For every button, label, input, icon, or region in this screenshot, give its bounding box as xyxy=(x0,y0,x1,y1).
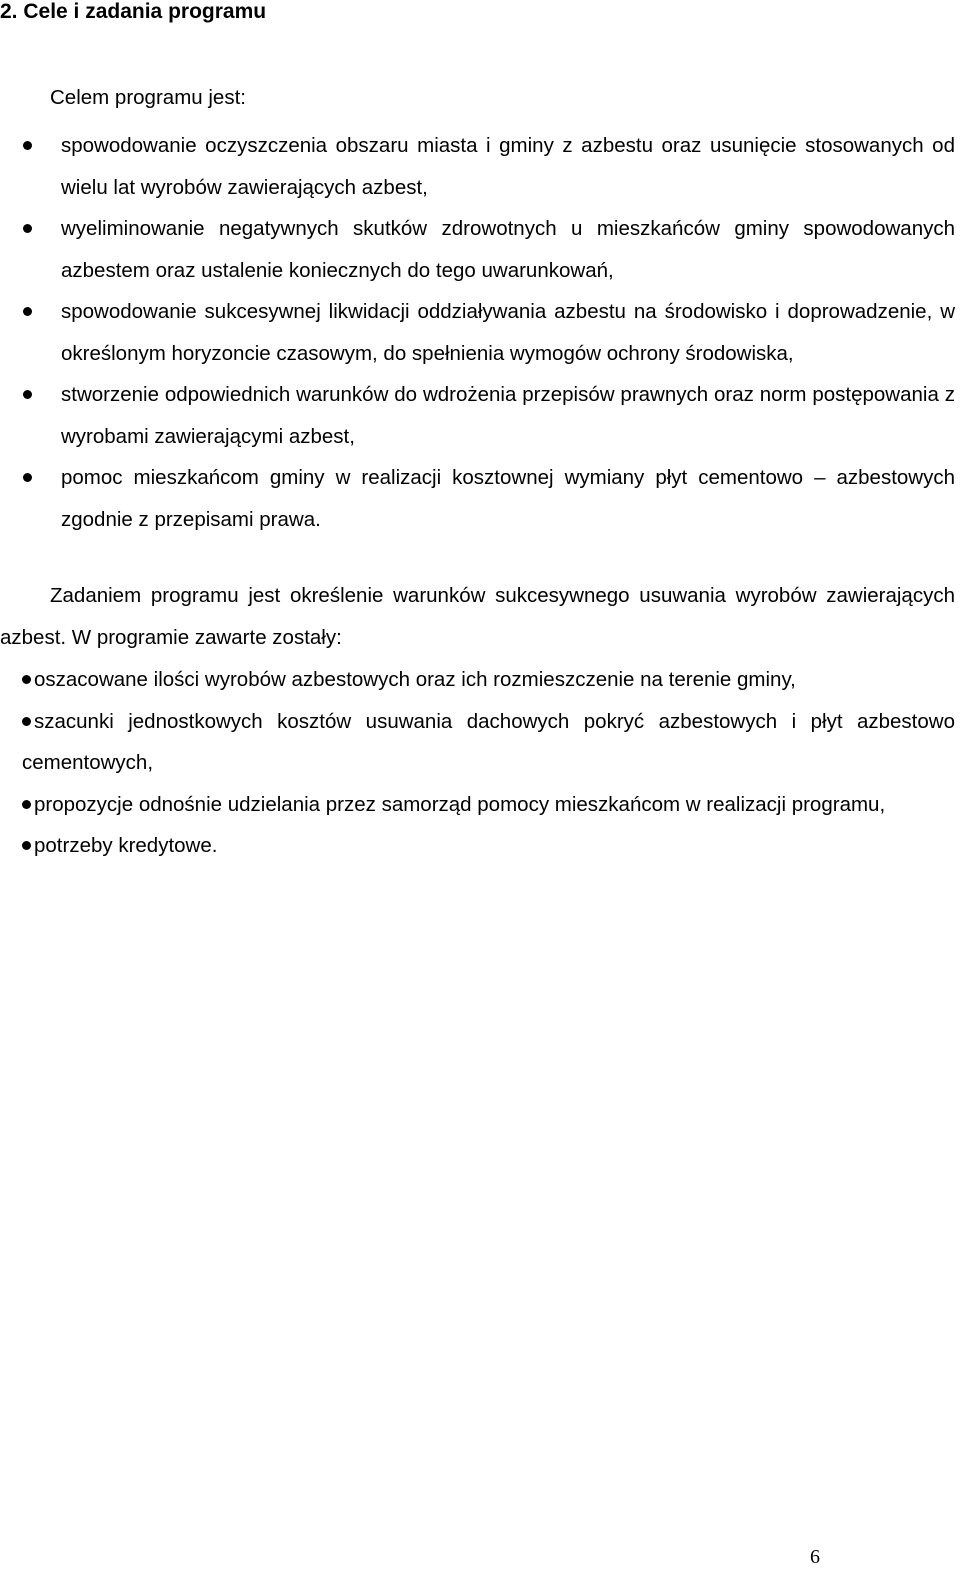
goal-item xyxy=(0,374,960,457)
goal-item xyxy=(0,291,960,374)
goal-item xyxy=(0,125,960,208)
content-item xyxy=(0,701,960,784)
content-item xyxy=(0,784,960,826)
goal-text: wyeliminowanie negatywnych skutków zdrowotnych u mieszkańców gminy spowodowanych azbestem oraz ustalenie koniecznych do tego uwarunkowań, xyxy=(61,217,955,282)
bullet-icon xyxy=(22,717,31,726)
goal-text: spowodowanie oczyszczenia obszaru miasta i gminy z azbestu oraz usunięcie stosowanych od wielu lat wyrobów zawierających azbest, xyxy=(61,134,955,199)
intro-text: Celem programu jest: xyxy=(50,86,246,109)
bullet-icon xyxy=(23,224,32,233)
page-number: 6 xyxy=(810,1546,820,1568)
content-item xyxy=(0,825,960,867)
bullet-icon xyxy=(23,390,32,399)
goal-text: pomoc mieszkańcom gminy w realizacji kosztownej wymiany płyt cementowo – azbestowych zgodnie z przepisami prawa. xyxy=(61,466,955,531)
content-text: oszacowane ilości wyrobów azbestowych oraz ich rozmieszczenie na terenie gminy, xyxy=(34,668,796,691)
content-text: propozycje odnośnie udzielania przez samorząd pomocy mieszkańcom w realizacji programu, xyxy=(34,792,886,816)
goal-text: stworzenie odpowiednich warunków do wdrożenia przepisów prawnych oraz norm postępowania z wyrobami zawierającymi azbest, xyxy=(61,383,955,448)
bullet-icon xyxy=(23,473,32,482)
bullet-icon xyxy=(22,675,31,684)
goal-item xyxy=(0,457,960,540)
tasks-paragraph: Zadaniem programu jest określenie warunków sukcesywnego usuwania wyrobów zawierających azbest. W programie zawarte zostały: xyxy=(0,584,955,649)
bullet-icon xyxy=(23,307,32,316)
bullet-icon xyxy=(22,800,31,809)
bullet-icon xyxy=(22,841,31,850)
bullet-icon xyxy=(23,141,32,150)
content-text: potrzeby kredytowe. xyxy=(34,834,218,857)
goal-item xyxy=(0,208,960,291)
section-heading: 2. Cele i zadania programu xyxy=(0,0,267,23)
content-item xyxy=(0,659,960,701)
goals-list xyxy=(0,125,960,540)
content-text: szacunki jednostkowych kosztów usuwania dachowych pokryć azbestowych i płyt azbestowo cementowych, xyxy=(22,709,955,774)
program-contents-list xyxy=(0,659,960,867)
goal-text: spowodowanie sukcesywnej likwidacji oddziaływania azbestu na środowisko i doprowadzenie, w określonym horyzoncie czasowym, do spełnienia wymogów ochrony środowiska, xyxy=(61,300,955,365)
